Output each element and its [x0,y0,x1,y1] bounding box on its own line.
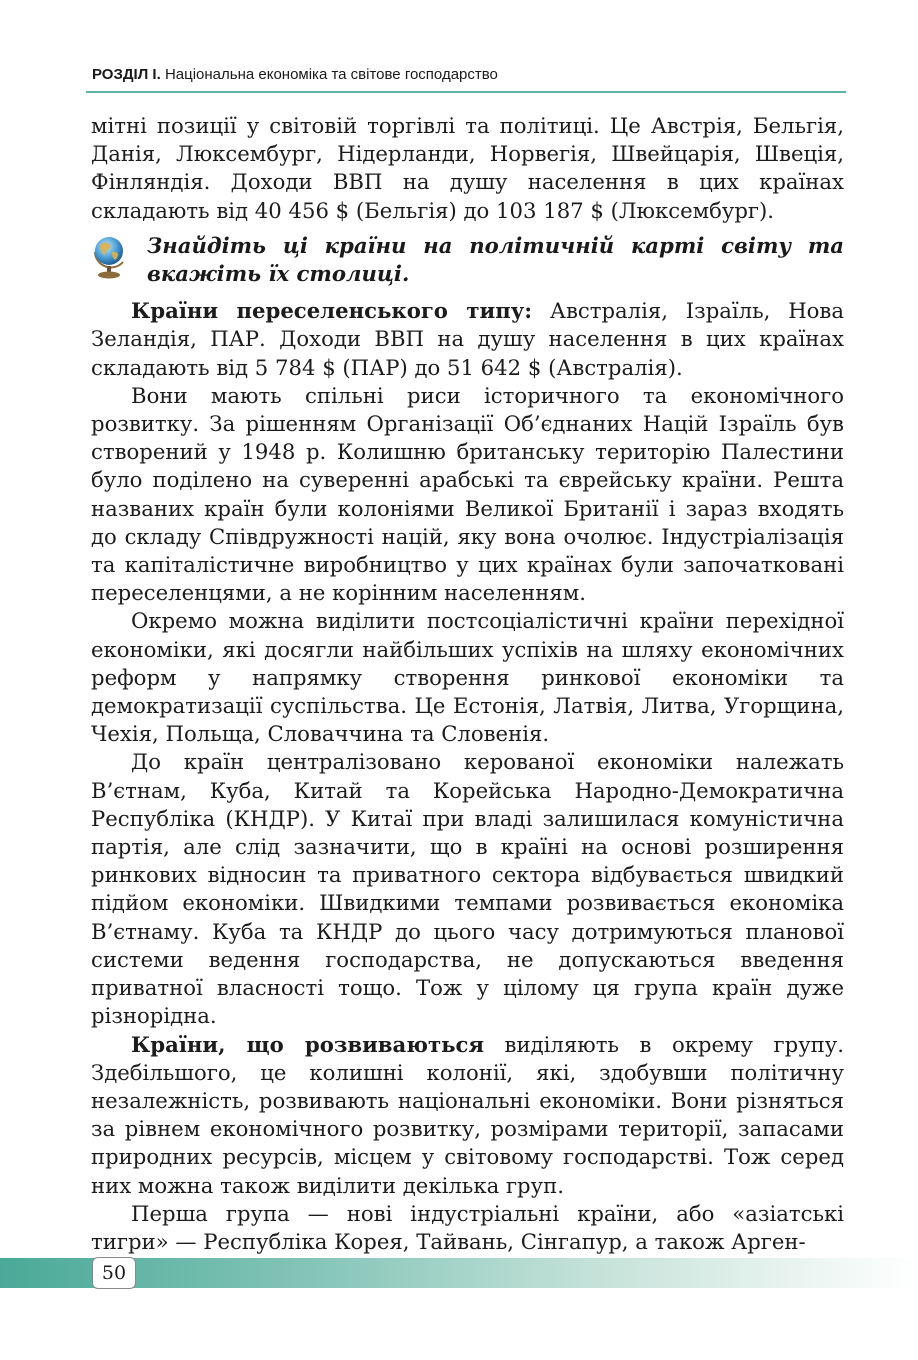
paragraph-post-socialist: Окремо можна виділити постсоціалістичні країни перехідної економіки, які досягли найбільших успіхів на шляху економічних реформ у напрямку створення ринкової економіки та демократизації суспільства. Це Естонія, Латвія, Литва, Угорщина, Чехія, Польща, Словаччина та Словенія. [91,608,844,747]
task-text: Знайдіть ці країни на політичній карті світу та вкажіть їх столиці. [147,232,844,287]
paragraph-settler-countries-text: Австралія, Ізраїль, Нова Зеландія, ПАР. Доходи ВВП на душу населення в цих країнах складають від 5 784 $ (ПАР) до 51 642 $ (Австралія). [91,298,844,380]
page-body [91,112,844,1256]
footer-bar [0,1258,918,1288]
term-developing-countries: Країни, що розвиваються [131,1031,485,1057]
term-settler-countries: Країни переселенського типу: [131,298,533,324]
paragraph-centralized: До країн централізовано керованої економіки належать В’єтнам, Куба, Китай та Корейська Народно-Демократична Республіка (КНДР). У Китаї при владі залишилася комуністична партія, але слід зазначити, що в країні на основі розширення ринкових відносин та приватного сектора відбувається швидкий підйом економіки. Швидкими темпами розвивається економіка В’єтнаму. Куба та КНДР до цього часу дотримуються планової системи ведення господарства, не допускаються введення приватної власності тощо. Тож у цілому ця група країн дуже різнорідна. [91,749,844,1029]
section-label: РОЗДІЛ І. [92,66,161,83]
paragraph-developing [91,1031,844,1200]
section-title: Національна економіка та світове господарство [164,66,498,83]
globe-icon [89,232,129,280]
page-number: 50 [92,1257,136,1289]
task-block [91,232,844,288]
paragraph-continuation: мітні позиції у світовій торгівлі та політиці. Це Австрія, Бельгія, Данія, Люксембург, Нідерланди, Норвегія, Швейцарія, Швеція, Фінляндія. Доходи ВВП на душу населення в цих країнах складають від 40 456 $ (Бельгія) до 103 187 $ (Люксембург). [91,113,844,223]
paragraph-developing-text: виділяють в окрему групу. Здебільшого, це колишні колонії, які, здобувши політичну незалежність, розвивають національні економіки. Вони різняться за рівнем економічного розвитку, розмірами території, запасами природних ресурсів, місцем у світовому господарстві. Тож серед них можна також виділити декілька груп. [91,1031,844,1198]
running-header [92,66,852,83]
paragraph-settler-countries [91,297,844,382]
paragraph-first-group: Перша група — нові індустріальні країни, або «азіатські тигри» — Республіка Корея, Тайвань, Сінгапур, а також Арген- [91,1200,844,1254]
header-divider [86,91,846,93]
paragraph-history: Вони мають спільні риси історичного та економічного розвитку. За рішенням Організації Об’єднаних Націй Ізраїль був створений у 1948 р. Колишню британську територію Палестини було поділено на суверенні арабські та єврейську країни. Решта названих країн були колоніями Великої Британії і зараз входять до складу Співдружності націй, яку вона очолює. Індустріалізація та капіталістичне виробництво у цих країнах були започатковані переселенцями, а не корінним населенням. [91,382,844,606]
